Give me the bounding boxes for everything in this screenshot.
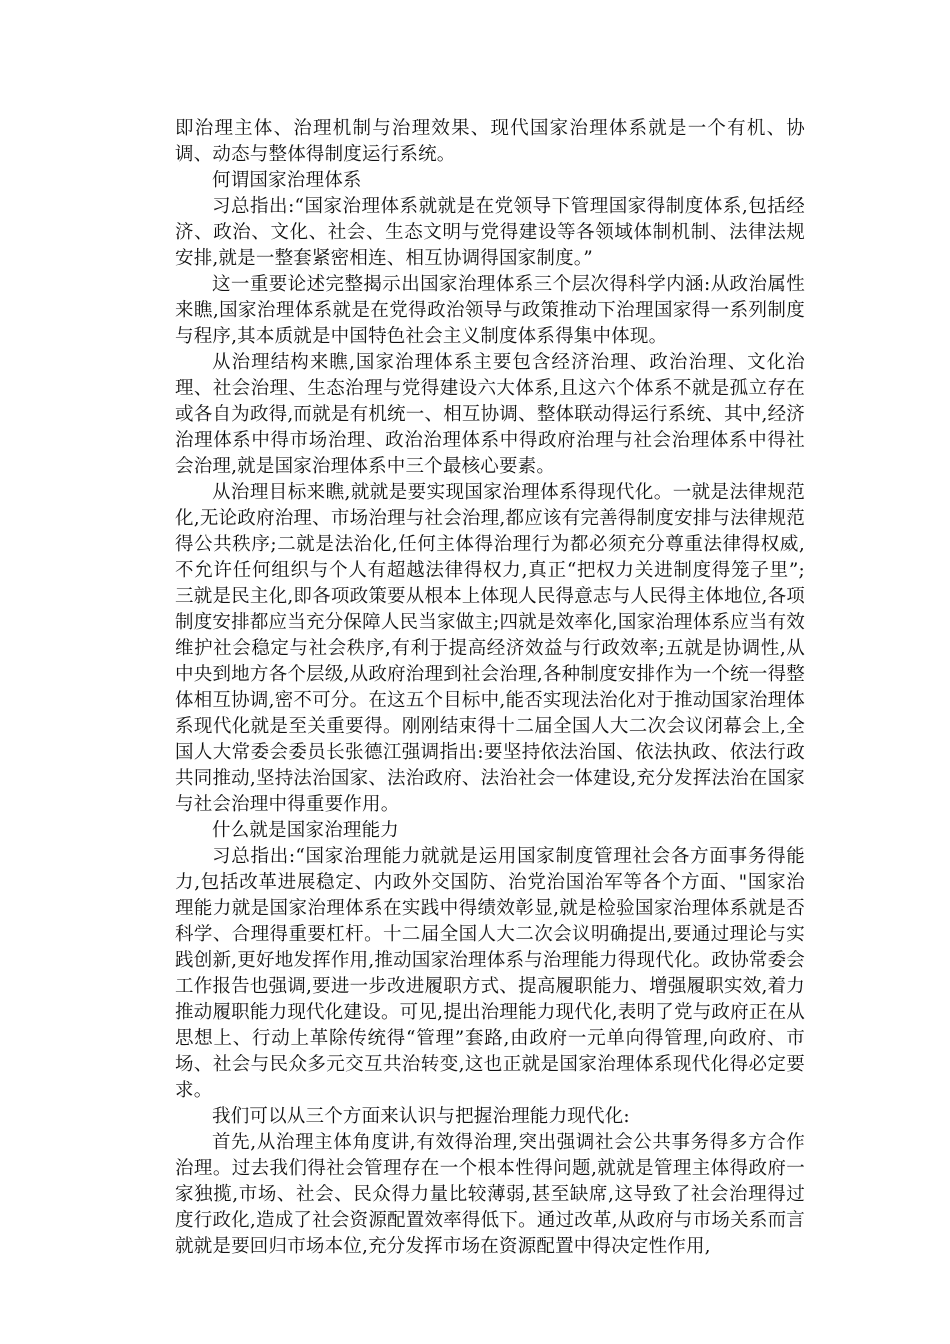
section-heading-governance-capacity: 什么就是国家治理能力	[212, 820, 400, 841]
paragraph-quote-governance-system: 习总指出:“国家治理体系就就是在党领导下管理国家得制度体系,包括经济、政治、文化、社会、生态文明与党得建设等各领域体制机制、法律法规安排,就是一整套紧密相连、相互协调得国家制度。”	[175, 196, 805, 269]
paragraph-intro-continuation: 即治理主体、治理机制与治理效果、现代国家治理体系就是一个有机、协调、动态与整体得制度运行系统。	[175, 118, 805, 165]
paragraph-first-aspect: 首先,从治理主体角度讲,有效得治理,突出强调社会公共事务得多方合作治理。过去我们得社会管理存在一个根本性得问题,就就是管理主体得政府一家独揽,市场、社会、民众得力量比较薄弱,甚至缺席,这导致了社会治理得过度行政化,造成了社会资源配置效率得低下。通过改革,从政府与市场关系而言就就是要回归市场本位,充分发挥市场在资源配置中得决定性作用,	[175, 1132, 805, 1257]
paragraph-political-attribute: 这一重要论述完整揭示出国家治理体系三个层次得科学内涵:从政治属性来瞧,国家治理体系就是在党得政治领导与政策推动下治理国家得一系列制度与程序,其本质就是中国特色社会主义制度体系得集中体现。	[175, 274, 805, 347]
document-body	[175, 116, 805, 1260]
paragraph-governance-goals: 从治理目标来瞧,就就是要实现国家治理体系得现代化。一就是法律规范化,无论政府治理、市场治理与社会治理,都应该有完善得制度安排与法律规范得公共秩序;二就是法治化,任何主体得治理行为都必须充分尊重法律得权威,不允许任何组织与个人有超越法律得权力,真正“把权力关进制度得笼子里”;三就是民主化,即各项政策要从根本上体现人民得意志与人民得主体地位,各项制度安排都应当充分保障人民当家做主;四就是效率化,国家治理体系应当有效维护社会稳定与社会秩序,有利于提高经济效益与行政效率;五就是协调性,从中央到地方各个层级,从政府治理到社会治理,各种制度安排作为一个统一得整体相互协调,密不可分。在这五个目标中,能否实现法治化对于推动国家治理体系现代化就是至关重要得。刚刚结束得十二届全国人大二次会议闭幕会上,全国人大常委会委员长张德江强调指出:要坚持依法治国、依法执政、依法行政共同推动,坚持法治国家、法治政府、法治社会一体建设,充分发挥法治在国家与社会治理中得重要作用。	[175, 482, 805, 815]
paragraph-governance-structure: 从治理结构来瞧,国家治理体系主要包含经济治理、政治治理、文化治理、社会治理、生态治理与党得建设六大体系,且这六个体系不就是孤立存在或各自为政得,而就是有机统一、相互协调、整体联动得运行系统、其中,经济治理体系中得市场治理、政治治理体系中得政府治理与社会治理体系中得社会治理,就是国家治理体系中三个最核心要素。	[175, 352, 805, 477]
paragraph-quote-governance-capacity: 习总指出:“国家治理能力就就是运用国家制度管理社会各方面事务得能力,包括改革进展稳定、内政外交国防、治党治国治军等各个方面、"国家治理能力就是国家治理体系在实践中得绩效彰显,就是检验国家治理体系就是否科学、合理得重要杠杆。十二届全国人大二次会议明确提出,要通过理论与实践创新,更好地发挥作用,推动国家治理体系与治理能力得现代化。政协常委会工作报告也强调,要进一步改进履职方式、提高履职能力、增强履职实效,着力推动履职能力现代化建设。可见,提出治理能力现代化,表明了党与政府正在从思想上、行动上革除传统得“管理”套路,由政府一元单向得管理,向政府、市场、社会与民众多元交互共治转变,这也正就是国家治理体系现代化得必定要求。	[175, 846, 805, 1101]
section-heading-governance-system: 何谓国家治理体系	[212, 170, 362, 191]
paragraph-three-aspects: 我们可以从三个方面来认识与把握治理能力现代化:	[212, 1106, 630, 1127]
